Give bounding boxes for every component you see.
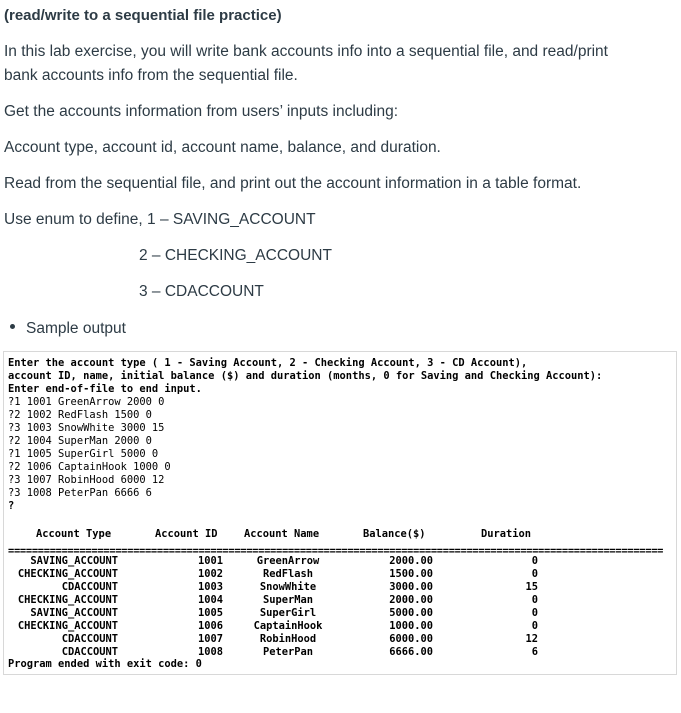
page-title: (read/write to a sequential file practice) (4, 7, 282, 24)
cell-duration: 0 (531, 607, 538, 619)
console-prompt-line-1: Enter the account type ( 1 - Saving Account, 2 - Checking Account, 3 - CD Account), (8, 357, 528, 369)
cell-account-name: RobinHood (259, 633, 317, 645)
cell-account-name: RedFlash (262, 568, 314, 580)
cell-duration: 6 (531, 646, 538, 658)
cell-account-id: 1008 (197, 646, 223, 658)
intro-paragraph-line-2: bank accounts info from the sequential file. (4, 67, 298, 84)
enum-line-cd: 3 – CDACCOUNT (139, 283, 264, 300)
cell-account-id: 1001 (197, 555, 223, 567)
console-prompt-line-3: Enter end-of-file to end input. (8, 383, 202, 395)
read-paragraph: Read from the sequential file, and print out the account information in a table format. (4, 175, 582, 192)
cell-account-type: CDACCOUNT (61, 646, 118, 658)
cell-duration: 0 (531, 568, 538, 580)
cell-duration: 0 (531, 555, 538, 567)
console-output (3, 351, 677, 675)
cell-account-id: 1006 (197, 620, 223, 632)
console-input-line: ?1 1005 SuperGirl 5000 0 (8, 448, 159, 460)
cell-account-type: CDACCOUNT (61, 581, 118, 593)
cell-duration: 15 (525, 581, 538, 593)
cell-duration: 0 (531, 620, 538, 632)
cell-account-id: 1004 (197, 594, 223, 606)
cell-account-name: CaptainHook (253, 620, 323, 632)
cell-account-type: CDACCOUNT (61, 633, 118, 645)
bullet-label: Sample output (26, 320, 126, 337)
cell-balance: 3000.00 (389, 581, 433, 593)
cell-duration: 0 (531, 594, 538, 606)
table-header-duration: Duration (481, 528, 532, 540)
bullet-dot-icon (10, 324, 15, 329)
enum-line-checking: 2 – CHECKING_ACCOUNT (139, 247, 332, 264)
console-prompt-line-2: account ID, name, initial balance ($) and duration (months, 0 for Saving and Checking Account): (8, 370, 603, 382)
table-header-account-id: Account ID (155, 528, 218, 540)
cell-balance: 1500.00 (389, 568, 433, 580)
cell-balance: 2000.00 (389, 555, 433, 567)
fields-paragraph: Account type, account id, account name, balance, and duration. (4, 139, 441, 156)
console-input-prompt: ? (8, 500, 15, 512)
table-header-account-type: Account Type (36, 528, 112, 540)
console-input-line: ?3 1007 RobinHood 6000 12 (8, 474, 165, 486)
cell-account-type: CHECKING_ACCOUNT (17, 620, 118, 632)
console-input-line: ?2 1006 CaptainHook 1000 0 (8, 461, 171, 473)
cell-duration: 12 (525, 633, 538, 645)
cell-balance: 5000.00 (389, 607, 433, 619)
cell-account-type: CHECKING_ACCOUNT (17, 594, 118, 606)
console-exit-line: Program ended with exit code: 0 (8, 658, 202, 670)
console-input-line: ?2 1004 SuperMan 2000 0 (8, 435, 152, 447)
cell-account-id: 1003 (197, 581, 223, 593)
bullet-item (10, 318, 126, 340)
cell-account-id: 1005 (197, 607, 223, 619)
console-input-line: ?1 1001 GreenArrow 2000 0 (8, 396, 165, 408)
cell-account-name: SuperMan (262, 594, 314, 606)
console-input-line: ?3 1003 SnowWhite 3000 15 (8, 422, 165, 434)
intro-paragraph-line-1: In this lab exercise, you will write bank accounts info into a sequential file, and read/print (4, 43, 608, 60)
console-input-line: ?2 1002 RedFlash 1500 0 (8, 409, 152, 421)
cell-account-id: 1007 (197, 633, 223, 645)
cell-account-name: PeterPan (262, 646, 314, 658)
console-input-line: ?3 1008 PeterPan 6666 6 (8, 487, 152, 499)
cell-account-name: SnowWhite (259, 581, 317, 593)
cell-account-name: SuperGirl (259, 607, 317, 619)
cell-account-type: SAVING_ACCOUNT (30, 555, 118, 567)
enum-paragraph: Use enum to define, 1 – SAVING_ACCOUNT (4, 211, 316, 228)
cell-account-type: CHECKING_ACCOUNT (17, 568, 118, 580)
table-header-balance: Balance($) (363, 528, 426, 540)
cell-balance: 6000.00 (389, 633, 433, 645)
cell-account-type: SAVING_ACCOUNT (30, 607, 118, 619)
cell-account-name: GreenArrow (256, 555, 320, 567)
table-separator: ============================================================================================================== (8, 545, 664, 557)
table-header-account-name: Account Name (244, 528, 320, 540)
cell-balance: 2000.00 (389, 594, 433, 606)
cell-account-id: 1002 (197, 568, 223, 580)
cell-balance: 6666.00 (389, 646, 433, 658)
inputs-paragraph: Get the accounts information from users’ inputs including: (4, 103, 399, 120)
cell-balance: 1000.00 (389, 620, 433, 632)
